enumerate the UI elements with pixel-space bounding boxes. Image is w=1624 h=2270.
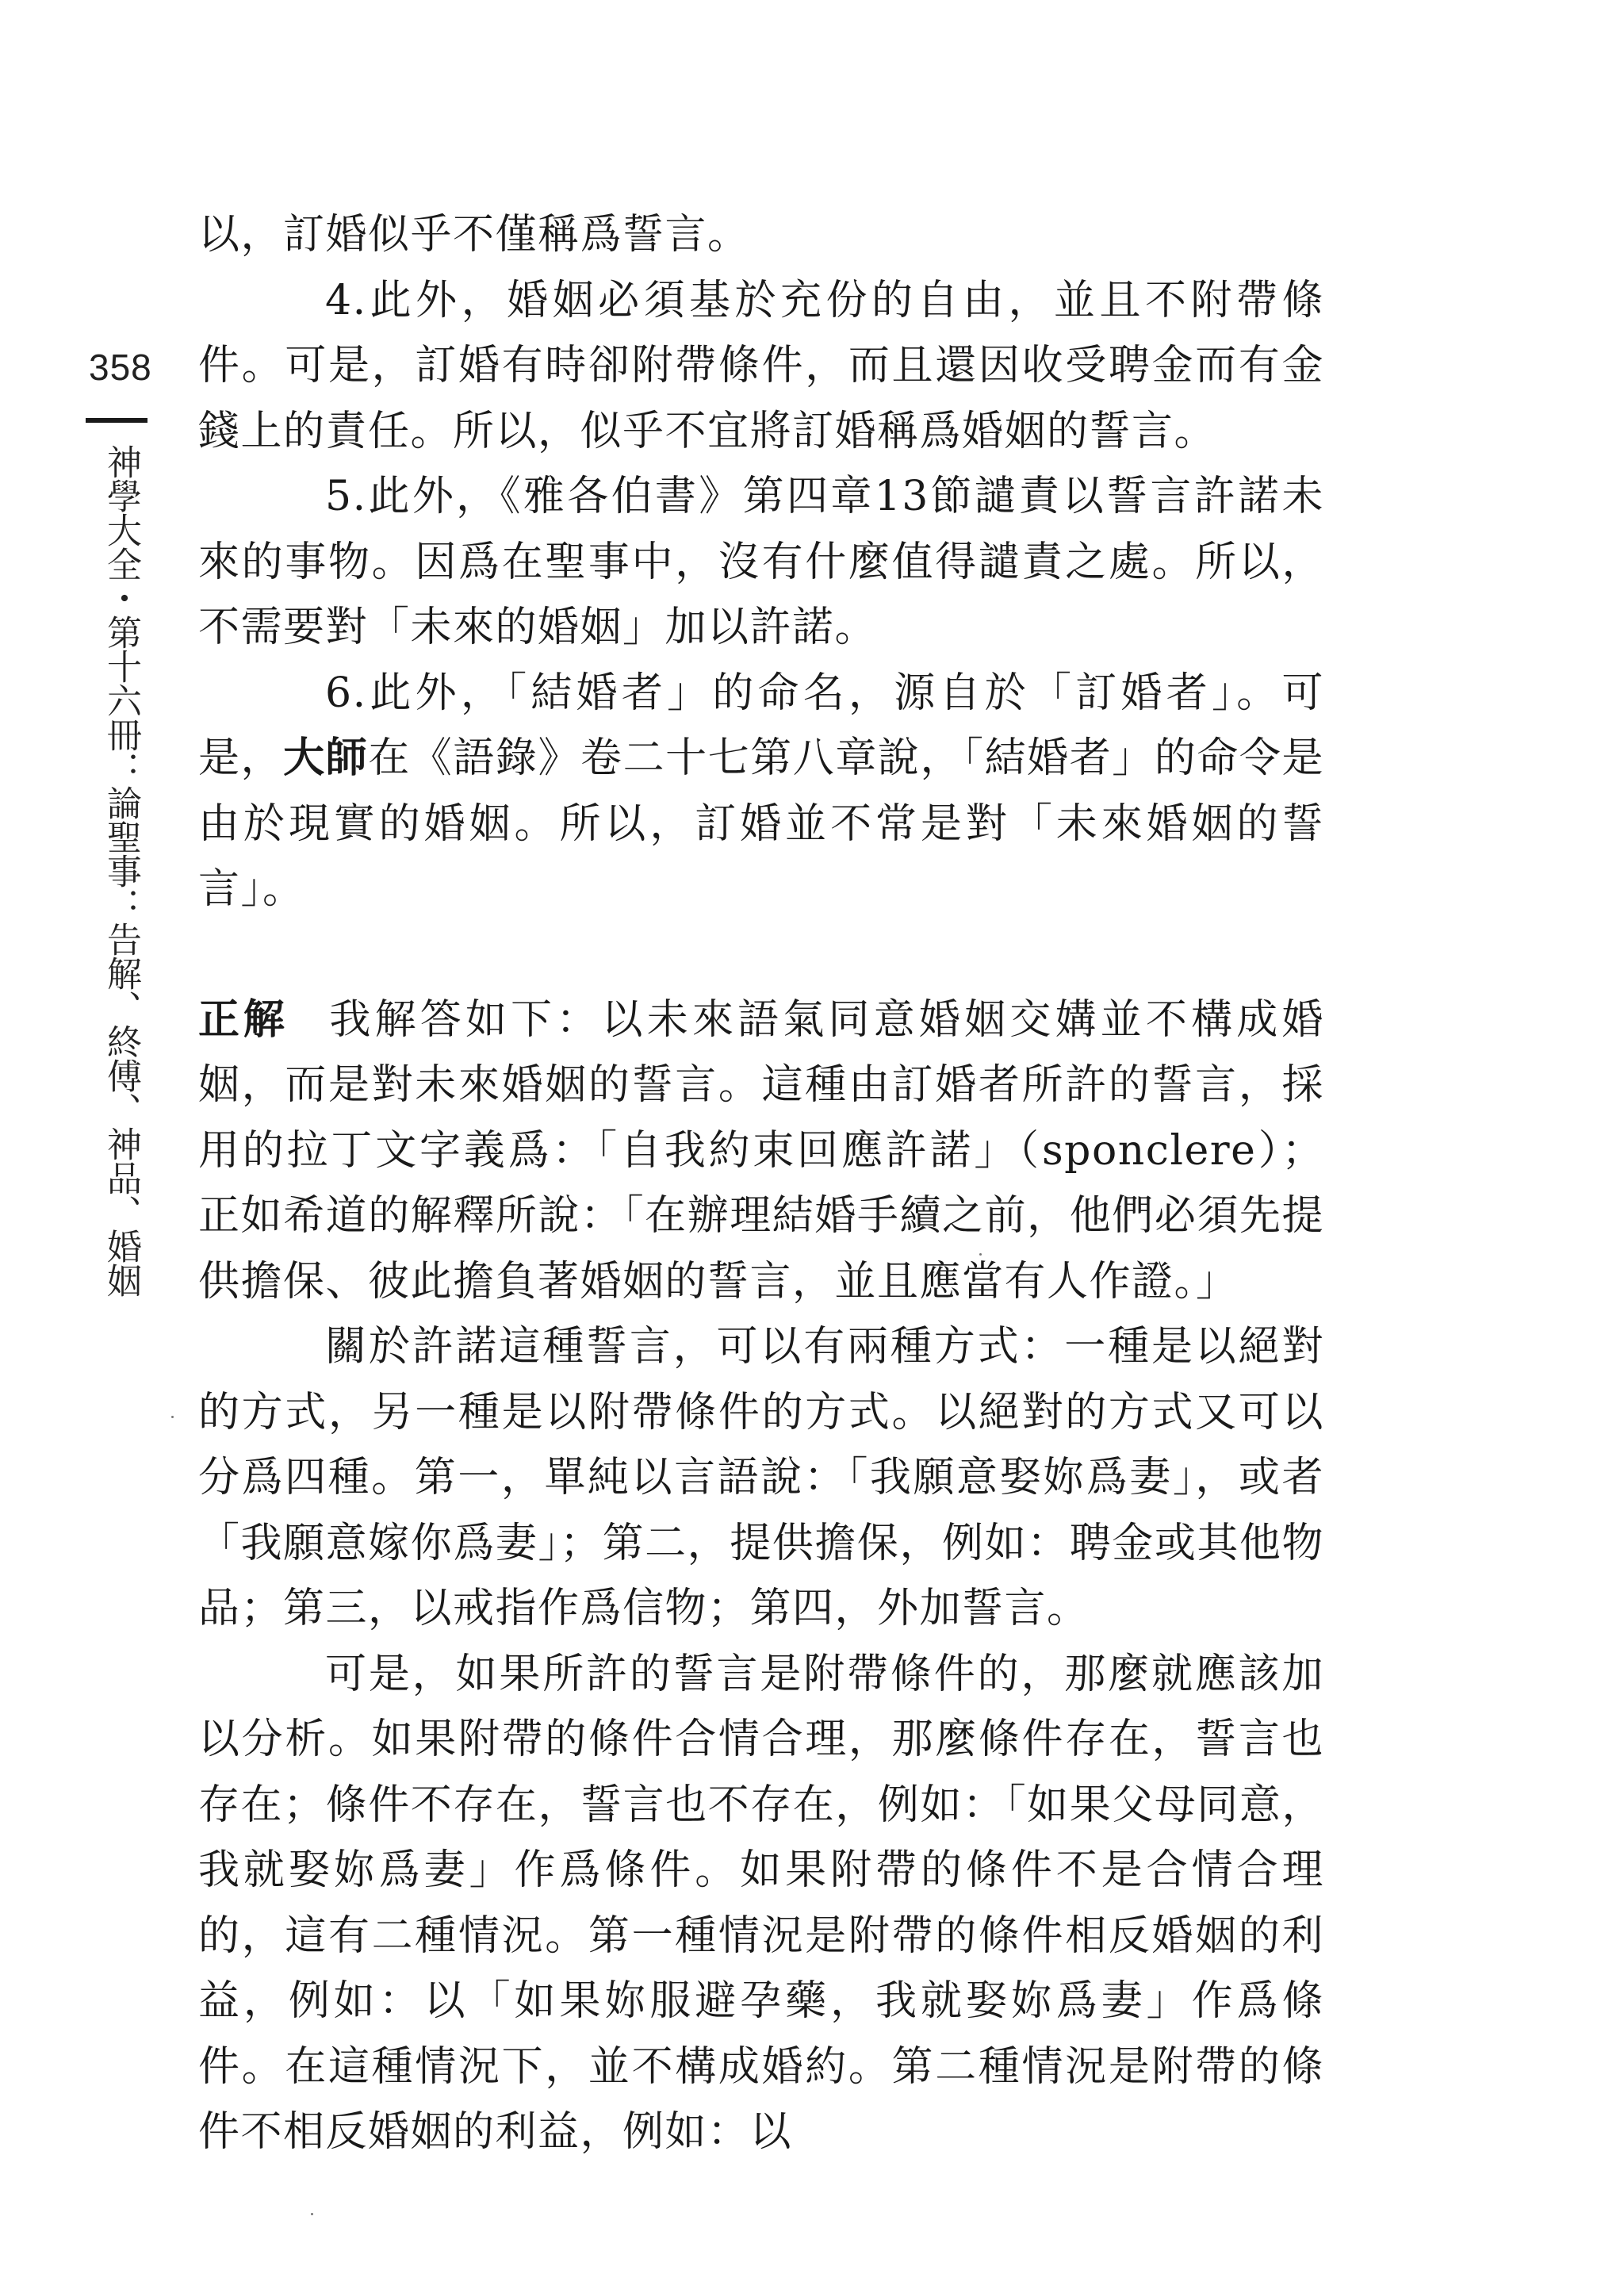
- page-number: 358: [89, 347, 152, 388]
- paragraph-objection-4: 4.此外，婚姻必須基於充份的自由，並且不附帶條件。可是，訂婚有時卻附帶條件，而且還因收受聘金而有金錢上的責任。所以，似乎不宜將訂婚稱爲婚姻的誓言。: [198, 276, 1324, 455]
- margin-rule: [86, 418, 147, 423]
- scan-speck: [171, 1416, 174, 1418]
- running-title: 神學大全・第十六冊：論聖事：告解、終傅、神品、婚姻: [101, 444, 141, 1297]
- master-bold-label: 大師: [283, 734, 369, 782]
- answer-heading: 正解: [198, 995, 289, 1044]
- paragraph-conditions: 可是，如果所許的誓言是附帶條件的，那麼就應該加以分析。如果附帶的條件合情合理，那麼條件存在，誓言也存在；條件不存在，誓言也不存在，例如：「如果父母同意，我就娶妳爲妻」作爲條件。如果附帶的條件不是合情合理的，這有二種情況。第一種情況是附帶的條件相反婚姻的利益，例如：以「如果妳服避孕藥，我就娶妳爲妻」作爲條件。在這種情況下，並不構成婚約。第二種情況是附帶的條件不相反婚姻的利益，例如：以: [198, 1650, 1324, 2156]
- objection-6-text-start: 6.此外，「結婚者」的命名，源自於「訂婚者」。可是，: [198, 669, 1324, 782]
- paragraph-answer: [198, 987, 1324, 1315]
- objection-6-text-end: 在《語錄》卷二十七第八章說，「結婚者」的命令是由於現實的婚姻。所以，訂婚並不常是對「未來婚姻的誓言」。: [198, 734, 1324, 913]
- paragraph-continuation: 以，訂婚似乎不僅稱爲誓言。: [198, 211, 750, 259]
- scan-speck: [311, 2213, 313, 2215]
- paragraph-forms-of-promise: 關於許諾這種誓言，可以有兩種方式：一種是以絕對的方式，另一種是以附帶條件的方式。以絕對的方式又可以分爲四種。第一，單純以言語說：「我願意娶妳爲妻」，或者「我願意嫁你爲妻」；第二，提供擔保，例如：聘金或其他物品；第三，以戒指作爲信物；第四，外加誓言。: [198, 1323, 1324, 1632]
- paragraph-objection-5: 5.此外，《雅各伯書》第四章13節譴責以誓言許諾未來的事物。因爲在聖事中，沒有什麼值得譴責之處。所以，不需要對「未來的婚姻」加以許諾。: [198, 473, 1324, 651]
- answer-text: 我解答如下：以未來語氣同意婚姻交媾並不構成婚姻，而是對未來婚姻的誓言。這種由訂婚者所許的誓言，採用的拉丁文字義爲：「自我約束回應許諾」（sponclere）；正如希道的解釋所說：「在辦理結婚手續之前，他們必須先提供擔保、彼此擔負著婚姻的誓言，並且應當有人作證。」: [198, 995, 1324, 1306]
- paragraph-objection-6: [198, 661, 1324, 922]
- scan-speck: [979, 1253, 982, 1256]
- body-text: [198, 202, 1324, 2165]
